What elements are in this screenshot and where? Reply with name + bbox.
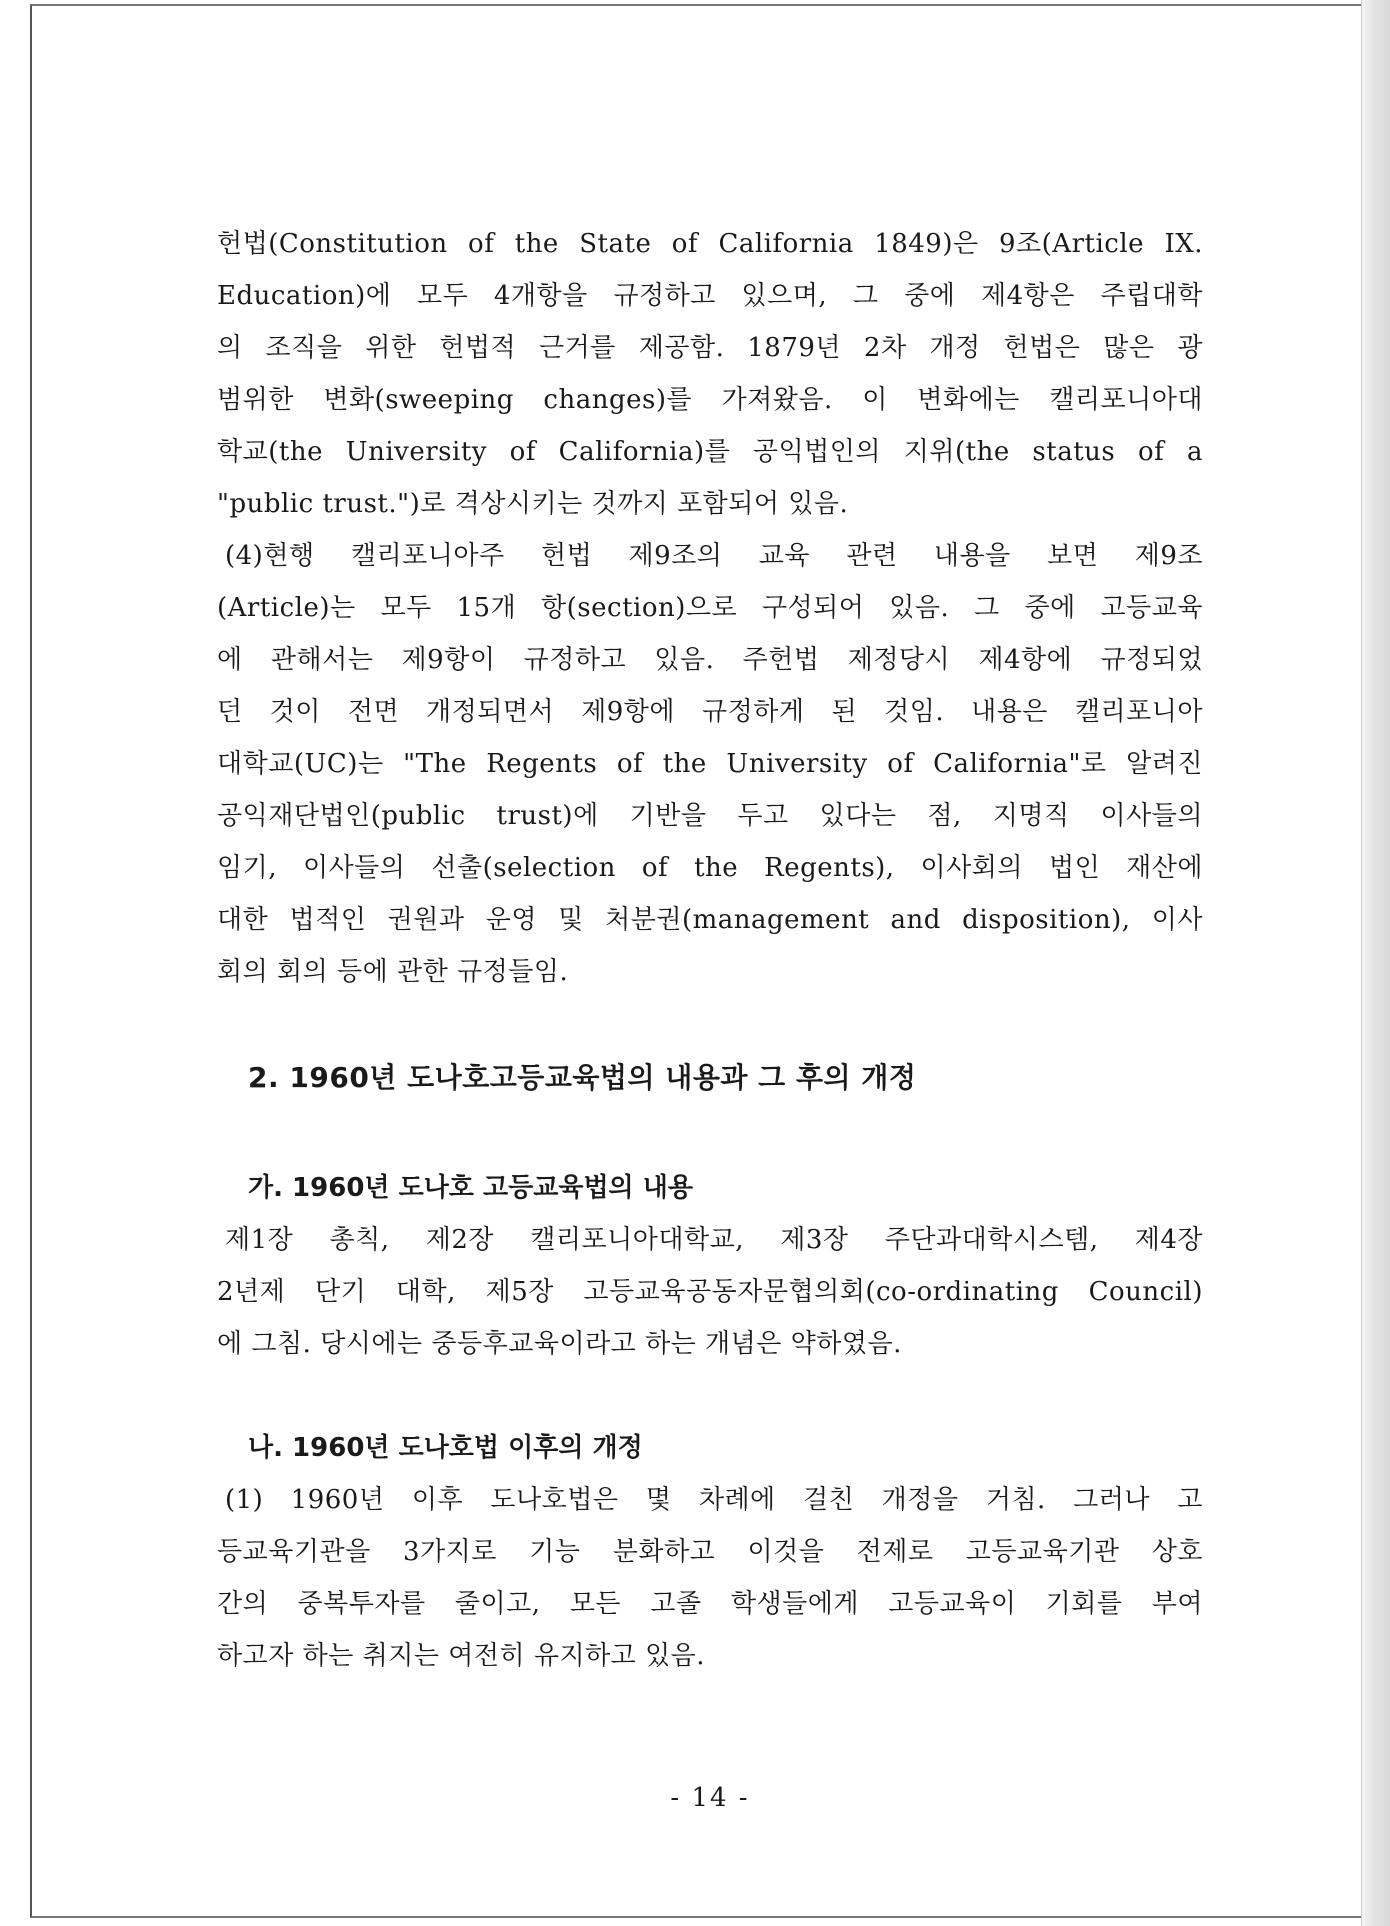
subsection-a-line: 에 그침. 당시에는 중등후교육이라고 하는 개념은 약하였음. [217, 1329, 902, 1359]
body-line: 임기, 이사들의 선출(selection of the Regents), 이사회의 법인 재산에 [217, 853, 1203, 883]
subsection-a-line: 제1장 총칙, 제2장 캘리포니아대학교, 제3장 주단과대학시스템, 제4장 [225, 1225, 1203, 1255]
body-line: 던 것이 전면 개정되면서 제9항에 규정하게 된 것임. 내용은 캘리포니아 [217, 697, 1203, 727]
body-line: 공익재단법인(public trust)에 기반을 두고 있다는 점, 지명직 이사들의 [217, 801, 1203, 831]
subsection-b-line: (1) 1960년 이후 도나호법은 몇 차례에 걸친 개정을 거침. 그러나 고 [225, 1485, 1203, 1515]
body-line: 에 관해서는 제9항이 규정하고 있음. 주헌법 제정당시 제4항에 규정되었 [217, 645, 1203, 675]
subsection-b-heading: 나. 1960년 도나호법 이후의 개정 [248, 1433, 643, 1463]
page-edge-shadow [1361, 0, 1390, 1926]
subsection-b-line: 하고자 하는 취지는 여전히 유지하고 있음. [217, 1641, 706, 1671]
body-line: 범위한 변화(sweeping changes)를 가져왔음. 이 변화에는 캘리포니아대 [217, 385, 1203, 415]
subsection-a-line: 2년제 단기 대학, 제5장 고등교육공동자문협의회(co-ordinating Council) [217, 1277, 1203, 1307]
subsection-a [217, 1162, 1203, 1370]
body-line: 의 조직을 위한 헌법적 근거를 제공함. 1879년 2차 개정 헌법은 많은 광 [217, 333, 1203, 363]
body-line: 회의 회의 등에 관한 규정들임. [217, 957, 569, 987]
subsection-b [217, 1422, 1203, 1682]
body-line: 대학교(UC)는 "The Regents of the University of California"로 알려진 [217, 749, 1203, 779]
body-line: (4)현행 캘리포니아주 헌법 제9조의 교육 관련 내용을 보면 제9조 [225, 541, 1203, 571]
subsection-b-line: 등교육기관을 3가지로 기능 분화하고 이것을 전제로 고등교육기관 상호 [217, 1537, 1203, 1567]
page-number: - 14 - [670, 1783, 750, 1813]
body-line: (Article)는 모두 15개 항(section)으로 구성되어 있음. 그 중에 고등교육 [217, 593, 1203, 623]
subsection-b-line: 간의 중복투자를 줄이고, 모든 고졸 학생들에게 고등교육이 기회를 부여 [217, 1589, 1203, 1619]
body-line: 대한 법적인 권원과 운영 및 처분권(management and disposition), 이사 [217, 905, 1203, 935]
body-text [217, 218, 1203, 998]
subsection-a-heading: 가. 1960년 도나호 고등교육법의 내용 [248, 1173, 693, 1203]
body-line: Education)에 모두 4개항을 규정하고 있으며, 그 중에 제4항은 주립대학 [217, 281, 1203, 311]
body-line: 학교(the University of California)를 공익법인의 지위(the status of a [217, 437, 1203, 467]
body-line: "public trust.")로 격상시키는 것까지 포함되어 있음. [217, 489, 849, 519]
body-line: 헌법(Constitution of the State of California 1849)은 9조(Article IX. [217, 229, 1203, 259]
section-heading: 2. 1960년 도나호고등교육법의 내용과 그 후의 개정 [248, 1061, 917, 1094]
